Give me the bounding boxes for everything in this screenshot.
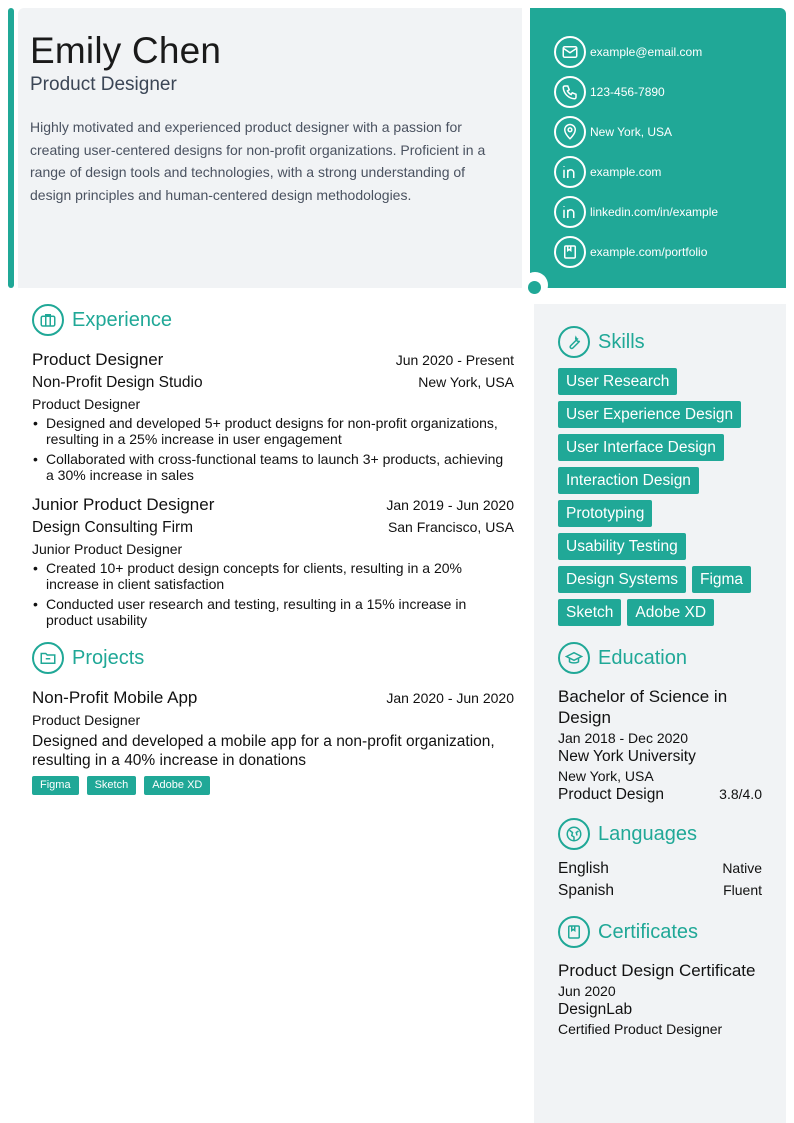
job-bullet: • Created 10+ product design concepts for clients, resulting in a 20% increase in client satisfaction	[32, 560, 514, 592]
education-heading	[558, 642, 762, 674]
job-location: San Francisco, USA	[387, 519, 514, 535]
job-bullet: • Designed and developed 5+ product designs for non-profit organizations, resulting in a 25% increase in user engagement	[32, 415, 514, 447]
certificates-heading	[558, 916, 762, 948]
job-role: Junior Product Designer	[32, 541, 183, 557]
project-role: Product Designer	[32, 712, 141, 728]
job-role: Product Designer	[32, 396, 141, 412]
education-gpa: 3.8/4.0	[719, 786, 762, 802]
contact-location-text: New York, USA	[590, 125, 673, 139]
contact-linkedin[interactable]	[554, 192, 762, 232]
experience-title: Experience	[72, 308, 173, 331]
contact-portfolio[interactable]	[554, 232, 762, 272]
skill-tag: Adobe XD	[627, 599, 714, 626]
skill-tag: Prototyping	[558, 500, 652, 527]
main-column	[32, 304, 514, 795]
job-bullets	[32, 560, 514, 628]
education-title: Education	[598, 646, 687, 669]
contact-panel	[530, 8, 786, 288]
skill-tag: User Research	[558, 368, 677, 395]
header-panel	[18, 8, 522, 288]
contact-linkedin-text: linkedin.com/in/example	[590, 205, 719, 219]
header-notch-dot	[528, 281, 541, 294]
job-title: Junior Product Designer	[32, 495, 215, 514]
contact-phone[interactable]	[554, 72, 762, 112]
contact-email[interactable]	[554, 32, 762, 72]
certificates-title: Certificates	[598, 920, 699, 943]
contact-email-text: example@email.com	[590, 45, 703, 59]
language-name: English	[558, 860, 609, 877]
graduation-cap-icon	[558, 642, 590, 674]
project-tag: Adobe XD	[144, 776, 210, 795]
projects-title: Projects	[72, 646, 145, 669]
skill-tag: Sketch	[558, 599, 621, 626]
job-date: Jun 2020 - Present	[395, 352, 514, 368]
job-bullet: • Conducted user research and testing, resulting in a 15% increase in product usability	[32, 596, 514, 628]
location-icon	[554, 116, 586, 148]
project-description: Designed and developed a mobile app for a non-profit organization, resulting in a 40% increase in donations	[32, 733, 495, 769]
experience-heading	[32, 304, 514, 336]
contact-portfolio-text: example.com/portfolio	[590, 245, 708, 259]
globe-icon	[558, 818, 590, 850]
side-column	[534, 304, 786, 1123]
certificate-name: Product Design Certificate	[558, 961, 756, 980]
skills-heading	[558, 326, 762, 358]
language-row	[558, 882, 762, 900]
experience-item	[32, 495, 514, 628]
skill-tag: Design Systems	[558, 566, 686, 593]
linkedin-icon	[554, 196, 586, 228]
phone-icon	[554, 76, 586, 108]
skill-tag: Interaction Design	[558, 467, 699, 494]
job-title: Product Designer	[32, 350, 164, 369]
project-tags	[32, 776, 514, 795]
skill-tag: Usability Testing	[558, 533, 686, 560]
briefcase-icon	[32, 304, 64, 336]
certificate-issuer: DesignLab	[558, 1001, 633, 1018]
language-level: Native	[722, 860, 762, 876]
candidate-role: Product Designer	[30, 74, 177, 95]
job-date: Jan 2019 - Jun 2020	[386, 497, 514, 513]
education-date: Jan 2018 - Dec 2020	[558, 730, 688, 746]
job-company: Design Consulting Firm	[32, 519, 194, 536]
email-icon	[554, 36, 586, 68]
contact-phone-text: 123-456-7890	[590, 85, 665, 99]
education-field-row	[558, 786, 762, 804]
contact-website[interactable]	[554, 152, 762, 192]
contact-location	[554, 112, 762, 152]
job-company: Non-Profit Design Studio	[32, 374, 203, 391]
candidate-name: Emily Chen	[30, 30, 222, 71]
language-name: Spanish	[558, 882, 615, 899]
language-level: Fluent	[723, 882, 762, 898]
project-tag: Sketch	[87, 776, 137, 795]
language-row	[558, 860, 762, 878]
skill-tag: User Experience Design	[558, 401, 741, 428]
portfolio-icon	[554, 236, 586, 268]
linkedin-icon	[554, 156, 586, 188]
certificate-icon	[558, 916, 590, 948]
project-title: Non-Profit Mobile App	[32, 688, 198, 707]
skill-tag: User Interface Design	[558, 434, 724, 461]
education-location: New York, USA	[558, 768, 654, 784]
education-field: Product Design	[558, 786, 664, 803]
project-date: Jan 2020 - Jun 2020	[386, 690, 514, 706]
certificate-description: Certified Product Designer	[558, 1021, 723, 1037]
header-accent-bar	[8, 8, 14, 288]
education-degree: Bachelor of Science in Design	[558, 687, 728, 727]
job-bullet: • Collaborated with cross-functional teams to launch 3+ products, achieving a 30% increase in sales	[32, 451, 514, 483]
wrench-icon	[558, 326, 590, 358]
certificate-date: Jun 2020	[558, 983, 616, 999]
job-location: New York, USA	[418, 374, 514, 390]
education-school: New York University	[558, 748, 696, 765]
skill-tag: Figma	[692, 566, 751, 593]
projects-heading	[32, 642, 514, 674]
languages-heading	[558, 818, 762, 850]
project-tag: Figma	[32, 776, 79, 795]
folder-icon	[32, 642, 64, 674]
summary-text: Highly motivated and experienced product designer with a passion for creating user-centered designs for non-profit organizations. Proficient in a range of design tools and technologies, with a strong understanding of design principles and human-centered design methodologies.	[30, 119, 486, 203]
experience-item	[32, 350, 514, 483]
skills-title: Skills	[598, 330, 645, 353]
contact-website-text: example.com	[590, 165, 662, 179]
languages-title: Languages	[598, 822, 697, 845]
job-bullets	[32, 415, 514, 483]
project-item	[32, 688, 514, 795]
skills-list	[558, 368, 766, 626]
